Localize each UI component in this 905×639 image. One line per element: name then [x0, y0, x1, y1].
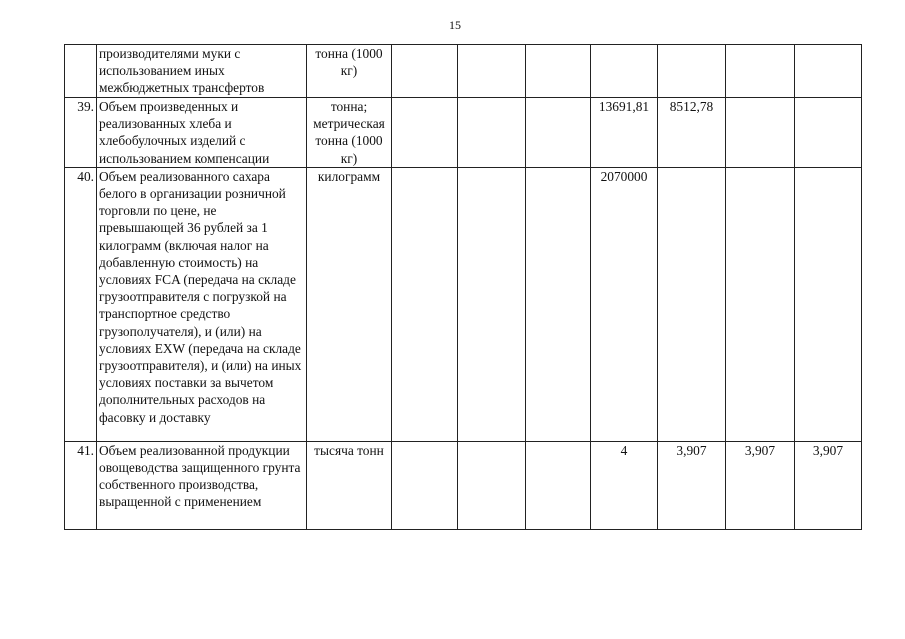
- value-cell: [795, 98, 862, 168]
- table-row: [65, 167, 862, 441]
- table-row: [65, 441, 862, 529]
- value-cell: [526, 98, 591, 168]
- value-cell: [458, 45, 526, 98]
- value-cell: 2070000: [591, 167, 658, 441]
- value-cell: [795, 167, 862, 441]
- value-cell: [526, 441, 591, 529]
- value-cell: [392, 45, 458, 98]
- value-cell: [591, 45, 658, 98]
- indicator-name: Объем реализованного сахара белого в организации розничной торговли по цене, не превышающей 36 рублей за 1 килограмм (включая налог на добавленную стоимость) на условиях FCA (передача на складе грузоотправителя с погрузкой на транспортное средство грузополучателя), и (или) на условиях EXW (передача на складе грузоотправителя), и (или) на иных условиях поставки за вычетом дополнительных расходов на фасовку и доставку: [97, 167, 307, 441]
- value-cell: 3,907: [658, 441, 726, 529]
- table-row: [65, 98, 862, 168]
- unit-of-measure: тысяча тонн: [307, 441, 392, 529]
- indicators-table: [64, 44, 862, 530]
- value-cell: [392, 98, 458, 168]
- value-cell: [726, 167, 795, 441]
- value-cell: 3,907: [795, 441, 862, 529]
- value-cell: [795, 45, 862, 98]
- value-cell: [726, 98, 795, 168]
- value-cell: 4: [591, 441, 658, 529]
- table-row: [65, 45, 862, 98]
- indicator-name: Объем произведенных и реализованных хлеба и хлебобулочных изделий с использованием компенсации: [97, 98, 307, 168]
- page-number: 15: [449, 18, 461, 32]
- value-cell: [658, 167, 726, 441]
- value-cell: 3,907: [726, 441, 795, 529]
- row-number: 40.: [65, 167, 97, 441]
- value-cell: [458, 441, 526, 529]
- value-cell: [726, 45, 795, 98]
- indicator-name: производителями муки с использованием иных межбюджетных трансфертов: [97, 45, 307, 98]
- row-number: 39.: [65, 98, 97, 168]
- value-cell: [526, 167, 591, 441]
- row-number: [65, 45, 97, 98]
- value-cell: [392, 167, 458, 441]
- unit-of-measure: тонна (1000 кг): [307, 45, 392, 98]
- value-cell: 8512,78: [658, 98, 726, 168]
- value-cell: 13691,81: [591, 98, 658, 168]
- value-cell: [458, 167, 526, 441]
- value-cell: [658, 45, 726, 98]
- value-cell: [392, 441, 458, 529]
- value-cell: [526, 45, 591, 98]
- row-number: 41.: [65, 441, 97, 529]
- value-cell: [458, 98, 526, 168]
- unit-of-measure: килограмм: [307, 167, 392, 441]
- unit-of-measure: тонна; метрическая тонна (1000 кг): [307, 98, 392, 168]
- indicator-name: Объем реализованной продукции овощеводства защищенного грунта собственного производства, выращенной с применением: [97, 441, 307, 529]
